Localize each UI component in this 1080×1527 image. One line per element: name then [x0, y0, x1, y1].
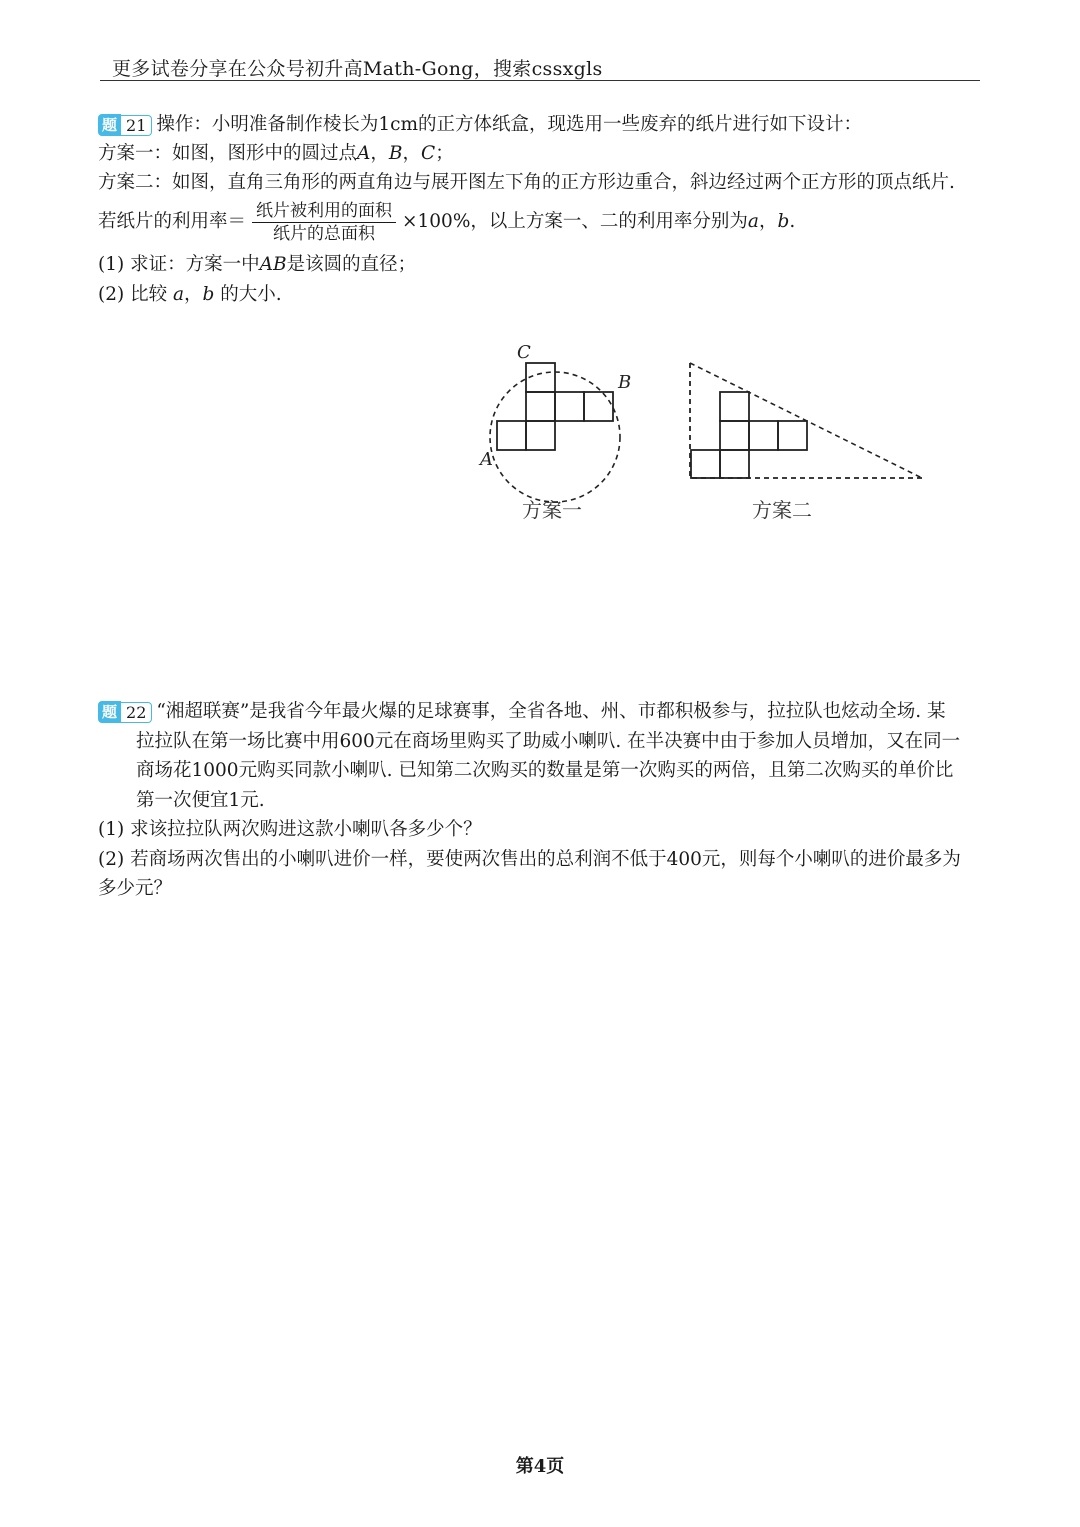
- q22-line1: [98, 700, 946, 724]
- q21-line4: [98, 198, 795, 246]
- q21-sub1: [98, 253, 416, 277]
- utilization-text: ×100%，以上方案一、二的利用率分别为: [402, 211, 748, 232]
- header-rule: [100, 80, 980, 81]
- var-b: b: [777, 211, 790, 232]
- q21-line1: [98, 113, 862, 137]
- net-square: [691, 450, 720, 478]
- q22-badge-label: 题: [98, 701, 121, 723]
- q22-line4: 第一次便宜1元.: [136, 790, 265, 811]
- q21-line2: [98, 142, 454, 166]
- q21-line3: 方案二：如图，直角三角形的两直角边与展开图左下角的正方形边重合，斜边经过两个正方形的顶点纸片.: [98, 172, 955, 193]
- plan1-caption: 方案一: [522, 498, 582, 522]
- point-b: B: [388, 143, 403, 164]
- sub2-text: (2) 比较: [98, 284, 168, 305]
- net-square: [749, 421, 778, 450]
- sub1-text: (1) 求证：方案一中: [98, 254, 260, 275]
- q21-badge: [98, 114, 152, 136]
- label-b: B: [618, 372, 632, 393]
- q21-plan1-text: 方案一：如图，图形中的圆过点: [98, 143, 358, 164]
- sub1-text-end: 是该圆的直径；: [286, 254, 417, 275]
- point-a: A: [357, 143, 371, 164]
- q22-sub2-line2: 多少元？: [98, 878, 173, 899]
- q22-line2: 拉拉队在第一场比赛中用600元在商场里购买了助威小喇叭. 在半决赛中由于参加人员增加，又在同一: [136, 731, 961, 752]
- sub2-text-end: 的大小.: [220, 284, 282, 305]
- label-c: C: [517, 342, 531, 363]
- semicolon: ；: [435, 143, 454, 164]
- plan1-diagram: [478, 342, 631, 522]
- var-a: a: [747, 211, 759, 232]
- net-square: [720, 450, 749, 478]
- page-header: 更多试卷分享在公众号初升高Math-Gong，搜索cssxgls: [112, 58, 603, 80]
- fraction-numerator: 纸片被利用的面积: [252, 200, 396, 223]
- q22-badge: [98, 701, 152, 723]
- fraction-denominator: 纸片的总面积: [273, 223, 376, 244]
- q21-intro: 操作：小明准备制作棱长为1cm的正方体纸盒，现选用一些废弃的纸片进行如下设计：: [156, 114, 863, 135]
- net-square: [526, 392, 555, 421]
- period: .: [789, 211, 796, 232]
- comma: ，: [184, 284, 203, 305]
- net-square: [778, 421, 807, 450]
- net-square: [497, 421, 526, 450]
- var-b: b: [202, 284, 215, 305]
- page-number: 第4页: [515, 1456, 565, 1477]
- comma: ，: [370, 143, 389, 164]
- plan2-caption: 方案二: [752, 498, 812, 522]
- net-square: [555, 392, 584, 421]
- net-square: [526, 421, 555, 450]
- q21-sub2: [98, 283, 282, 307]
- q22-text1: “湘超联赛”是我省今年最火爆的足球赛事，全省各地、州、市都积极参与，拉拉队也炫动全场. 某: [156, 701, 946, 722]
- net-square: [720, 421, 749, 450]
- q21-badge-label: 题: [98, 114, 121, 136]
- q22-line3: 商场花1000元购买同款小喇叭. 已知第二次购买的数量是第一次购买的两倍，且第二次购买的单价比: [136, 760, 954, 781]
- point-c: C: [421, 143, 436, 164]
- net-square: [720, 392, 749, 421]
- net-square: [584, 392, 613, 421]
- plan1-net: [497, 363, 613, 450]
- var-a: a: [172, 284, 185, 305]
- comma: ，: [402, 143, 422, 164]
- plan2-diagram: [690, 363, 922, 522]
- q21-figure: [470, 335, 940, 530]
- segment-ab: AB: [259, 254, 287, 275]
- q21-number: 21: [121, 115, 152, 136]
- q22-number: 22: [121, 702, 152, 723]
- label-a: A: [480, 449, 493, 470]
- plan2-net: [691, 392, 807, 478]
- utilization-label: 若纸片的利用率＝: [98, 211, 247, 232]
- q22-sub2-line1: (2) 若商场两次售出的小喇叭进价一样，要使两次售出的总利润不低于400元，则每个小喇叭的进价最多为: [98, 849, 961, 870]
- comma: ，: [758, 211, 778, 232]
- utilization-fraction: [252, 200, 396, 245]
- q22-sub1: (1) 求该拉拉队两次购进这款小喇叭各多少个？: [98, 819, 482, 840]
